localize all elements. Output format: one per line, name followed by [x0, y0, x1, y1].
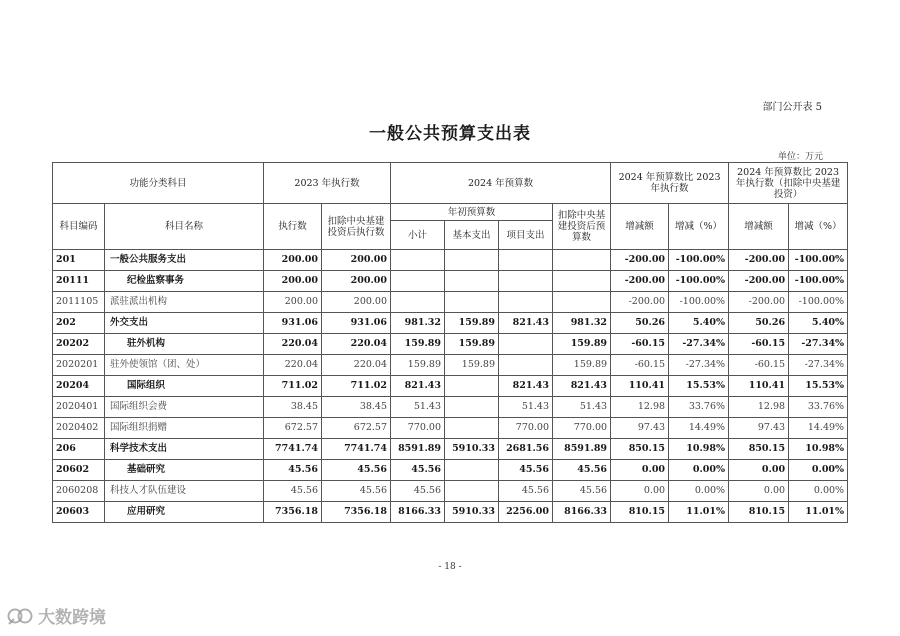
cell-inc-percent-2: 5.40%	[789, 313, 848, 334]
cell-basic: 159.89	[445, 313, 499, 334]
header-exec: 执行数	[264, 204, 322, 250]
cell-subtotal: 8591.89	[391, 439, 445, 460]
cell-inc-percent-2: 15.53%	[789, 376, 848, 397]
cell-basic	[445, 481, 499, 502]
cell-inc-amount: 110.41	[611, 376, 669, 397]
cell-code: 201	[53, 250, 105, 271]
cell-project	[499, 250, 553, 271]
cell-project: 51.43	[499, 397, 553, 418]
cell-budget-excl: 821.43	[553, 376, 611, 397]
table-row	[53, 313, 848, 334]
header-subtotal: 小计	[391, 221, 445, 250]
table-row	[53, 271, 848, 292]
watermark	[6, 603, 106, 628]
cell-inc-amount-2: 0.00	[729, 481, 789, 502]
cell-exec: 200.00	[264, 292, 322, 313]
cell-subtotal: 981.32	[391, 313, 445, 334]
cell-exec-excl: 200.00	[322, 292, 391, 313]
cell-code: 20603	[53, 502, 105, 523]
cell-inc-percent-2: -27.34%	[789, 334, 848, 355]
header-compare-2023-excl: 2024 年预算数比 2023 年执行数（扣除中央基建投资）	[729, 163, 848, 204]
cell-project: 821.43	[499, 313, 553, 334]
header-compare-2023: 2024 年预算数比 2023 年执行数	[611, 163, 729, 204]
cell-exec: 200.00	[264, 271, 322, 292]
cell-exec: 7741.74	[264, 439, 322, 460]
cell-inc-amount: -200.00	[611, 271, 669, 292]
cell-name: 驻外机构	[105, 334, 264, 355]
cell-basic	[445, 397, 499, 418]
cell-exec: 200.00	[264, 250, 322, 271]
cell-inc-amount-2: 12.98	[729, 397, 789, 418]
table-row	[53, 418, 848, 439]
cell-inc-amount-2: -200.00	[729, 292, 789, 313]
header-name: 科目名称	[105, 204, 264, 250]
cell-basic: 5910.33	[445, 502, 499, 523]
cell-inc-amount: 0.00	[611, 481, 669, 502]
cell-inc-percent: 33.76%	[669, 397, 729, 418]
unit-label: 单位：万元	[777, 152, 823, 162]
cell-inc-percent: -27.34%	[669, 334, 729, 355]
cell-basic	[445, 292, 499, 313]
cell-project: 821.43	[499, 376, 553, 397]
cell-basic	[445, 250, 499, 271]
cell-subtotal: 821.43	[391, 376, 445, 397]
cell-exec-excl: 45.56	[322, 460, 391, 481]
cell-subtotal: 8166.33	[391, 502, 445, 523]
cell-inc-percent-2: 33.76%	[789, 397, 848, 418]
cell-subtotal: 159.89	[391, 334, 445, 355]
cell-inc-amount: 50.26	[611, 313, 669, 334]
header-exec-excl: 扣除中央基建投资后执行数	[322, 204, 391, 250]
cell-inc-amount: 850.15	[611, 439, 669, 460]
cell-subtotal: 159.89	[391, 355, 445, 376]
cell-name: 国际组织	[105, 376, 264, 397]
cell-budget-excl: 45.56	[553, 460, 611, 481]
cell-inc-amount: -60.15	[611, 355, 669, 376]
watermark-logo-icon	[6, 605, 34, 627]
cell-budget-excl: 159.89	[553, 334, 611, 355]
header-budget-2024: 2024 年预算数	[391, 163, 611, 204]
table-row	[53, 355, 848, 376]
header-inc-amount: 增减额	[611, 204, 669, 250]
cell-inc-amount-2: 810.15	[729, 502, 789, 523]
cell-code: 206	[53, 439, 105, 460]
table-row	[53, 460, 848, 481]
cell-inc-percent: -100.00%	[669, 250, 729, 271]
header-project: 项目支出	[499, 221, 553, 250]
cell-basic: 159.89	[445, 334, 499, 355]
cell-inc-percent-2: 14.49%	[789, 418, 848, 439]
cell-budget-excl: 8591.89	[553, 439, 611, 460]
cell-inc-percent: 14.49%	[669, 418, 729, 439]
cell-subtotal: 51.43	[391, 397, 445, 418]
cell-inc-amount: -200.00	[611, 250, 669, 271]
cell-inc-amount-2: -60.15	[729, 334, 789, 355]
cell-inc-amount: -200.00	[611, 292, 669, 313]
cell-inc-percent-2: -27.34%	[789, 355, 848, 376]
cell-name: 外交支出	[105, 313, 264, 334]
cell-exec: 672.57	[264, 418, 322, 439]
cell-budget-excl: 45.56	[553, 481, 611, 502]
cell-inc-amount-2: 0.00	[729, 460, 789, 481]
header-budget-excl: 扣除中央基建投资后预算数	[553, 204, 611, 250]
header-category: 功能分类科目	[53, 163, 264, 204]
cell-code: 20204	[53, 376, 105, 397]
cell-inc-percent: 10.98%	[669, 439, 729, 460]
header-annual-budget: 年初预算数	[391, 204, 553, 221]
cell-name: 驻外使领馆（团、处）	[105, 355, 264, 376]
cell-code: 20111	[53, 271, 105, 292]
budget-table	[52, 162, 848, 523]
header-code: 科目编码	[53, 204, 105, 250]
cell-inc-amount: -60.15	[611, 334, 669, 355]
cell-exec-excl: 711.02	[322, 376, 391, 397]
cell-project	[499, 355, 553, 376]
cell-exec-excl: 220.04	[322, 355, 391, 376]
header-exec-2023: 2023 年执行数	[264, 163, 391, 204]
watermark-text: 大数跨境	[38, 608, 106, 628]
header-inc-percent: 增减（%）	[669, 204, 729, 250]
cell-project: 2681.56	[499, 439, 553, 460]
cell-inc-percent: -27.34%	[669, 355, 729, 376]
cell-project	[499, 292, 553, 313]
cell-exec-excl: 38.45	[322, 397, 391, 418]
table-row	[53, 502, 848, 523]
cell-name: 基础研究	[105, 460, 264, 481]
cell-inc-percent: 5.40%	[669, 313, 729, 334]
cell-exec: 220.04	[264, 334, 322, 355]
cell-inc-amount-2: 110.41	[729, 376, 789, 397]
cell-inc-percent-2: 10.98%	[789, 439, 848, 460]
table-row	[53, 250, 848, 271]
cell-name: 一般公共服务支出	[105, 250, 264, 271]
cell-inc-percent: -100.00%	[669, 292, 729, 313]
cell-inc-percent: 11.01%	[669, 502, 729, 523]
cell-budget-excl: 51.43	[553, 397, 611, 418]
cell-basic: 5910.33	[445, 439, 499, 460]
cell-budget-excl	[553, 271, 611, 292]
cell-basic	[445, 271, 499, 292]
cell-code: 2011105	[53, 292, 105, 313]
cell-inc-amount: 810.15	[611, 502, 669, 523]
header-inc-percent-2: 增减（%）	[789, 204, 848, 250]
cell-name: 科技人才队伍建设	[105, 481, 264, 502]
cell-exec-excl: 7741.74	[322, 439, 391, 460]
cell-project: 45.56	[499, 460, 553, 481]
cell-basic: 159.89	[445, 355, 499, 376]
cell-exec: 711.02	[264, 376, 322, 397]
cell-inc-percent-2: -100.00%	[789, 292, 848, 313]
cell-inc-amount: 97.43	[611, 418, 669, 439]
table-row	[53, 397, 848, 418]
table-row	[53, 439, 848, 460]
cell-inc-amount-2: -200.00	[729, 271, 789, 292]
cell-code: 2020402	[53, 418, 105, 439]
table-row	[53, 481, 848, 502]
cell-inc-percent-2: -100.00%	[789, 271, 848, 292]
cell-project	[499, 271, 553, 292]
cell-code: 20202	[53, 334, 105, 355]
cell-basic	[445, 460, 499, 481]
cell-inc-percent-2: 0.00%	[789, 481, 848, 502]
cell-inc-percent: -100.00%	[669, 271, 729, 292]
cell-exec: 45.56	[264, 460, 322, 481]
cell-inc-percent-2: -100.00%	[789, 250, 848, 271]
table-row	[53, 292, 848, 313]
cell-exec: 7356.18	[264, 502, 322, 523]
cell-budget-excl	[553, 292, 611, 313]
cell-name: 纪检监察事务	[105, 271, 264, 292]
cell-inc-percent-2: 0.00%	[789, 460, 848, 481]
header-basic: 基本支出	[445, 221, 499, 250]
cell-name: 派驻派出机构	[105, 292, 264, 313]
cell-inc-amount-2: -60.15	[729, 355, 789, 376]
cell-name: 科学技术支出	[105, 439, 264, 460]
cell-exec: 45.56	[264, 481, 322, 502]
cell-code: 20602	[53, 460, 105, 481]
table-row	[53, 376, 848, 397]
cell-inc-amount: 12.98	[611, 397, 669, 418]
cell-budget-excl	[553, 250, 611, 271]
cell-basic	[445, 418, 499, 439]
cell-subtotal	[391, 250, 445, 271]
cell-name: 国际组织会费	[105, 397, 264, 418]
cell-subtotal	[391, 271, 445, 292]
cell-inc-amount-2: 850.15	[729, 439, 789, 460]
cell-budget-excl: 981.32	[553, 313, 611, 334]
cell-inc-percent: 0.00%	[669, 481, 729, 502]
cell-exec: 38.45	[264, 397, 322, 418]
cell-inc-amount: 0.00	[611, 460, 669, 481]
cell-project: 770.00	[499, 418, 553, 439]
cell-exec-excl: 931.06	[322, 313, 391, 334]
cell-subtotal: 770.00	[391, 418, 445, 439]
cell-code: 2020201	[53, 355, 105, 376]
cell-subtotal	[391, 292, 445, 313]
cell-inc-amount-2: -200.00	[729, 250, 789, 271]
cell-exec: 220.04	[264, 355, 322, 376]
cell-exec-excl: 220.04	[322, 334, 391, 355]
cell-inc-percent: 15.53%	[669, 376, 729, 397]
page-title: 一般公共预算支出表	[369, 124, 531, 144]
cell-exec-excl: 200.00	[322, 271, 391, 292]
cell-code: 2020401	[53, 397, 105, 418]
cell-project: 45.56	[499, 481, 553, 502]
cell-inc-percent-2: 11.01%	[789, 502, 848, 523]
cell-exec-excl: 7356.18	[322, 502, 391, 523]
cell-project: 2256.00	[499, 502, 553, 523]
cell-code: 202	[53, 313, 105, 334]
cell-budget-excl: 159.89	[553, 355, 611, 376]
cell-code: 2060208	[53, 481, 105, 502]
cell-name: 应用研究	[105, 502, 264, 523]
table-id-label: 部门公开表 5	[762, 102, 822, 113]
cell-inc-amount-2: 97.43	[729, 418, 789, 439]
cell-inc-percent: 0.00%	[669, 460, 729, 481]
cell-exec: 931.06	[264, 313, 322, 334]
cell-inc-amount-2: 50.26	[729, 313, 789, 334]
cell-project	[499, 334, 553, 355]
cell-basic	[445, 376, 499, 397]
page-number: - 18 -	[438, 562, 462, 572]
cell-exec-excl: 200.00	[322, 250, 391, 271]
cell-budget-excl: 8166.33	[553, 502, 611, 523]
cell-budget-excl: 770.00	[553, 418, 611, 439]
cell-exec-excl: 672.57	[322, 418, 391, 439]
cell-subtotal: 45.56	[391, 460, 445, 481]
cell-name: 国际组织捐赠	[105, 418, 264, 439]
cell-exec-excl: 45.56	[322, 481, 391, 502]
cell-subtotal: 45.56	[391, 481, 445, 502]
table-row	[53, 334, 848, 355]
header-inc-amount-2: 增减额	[729, 204, 789, 250]
